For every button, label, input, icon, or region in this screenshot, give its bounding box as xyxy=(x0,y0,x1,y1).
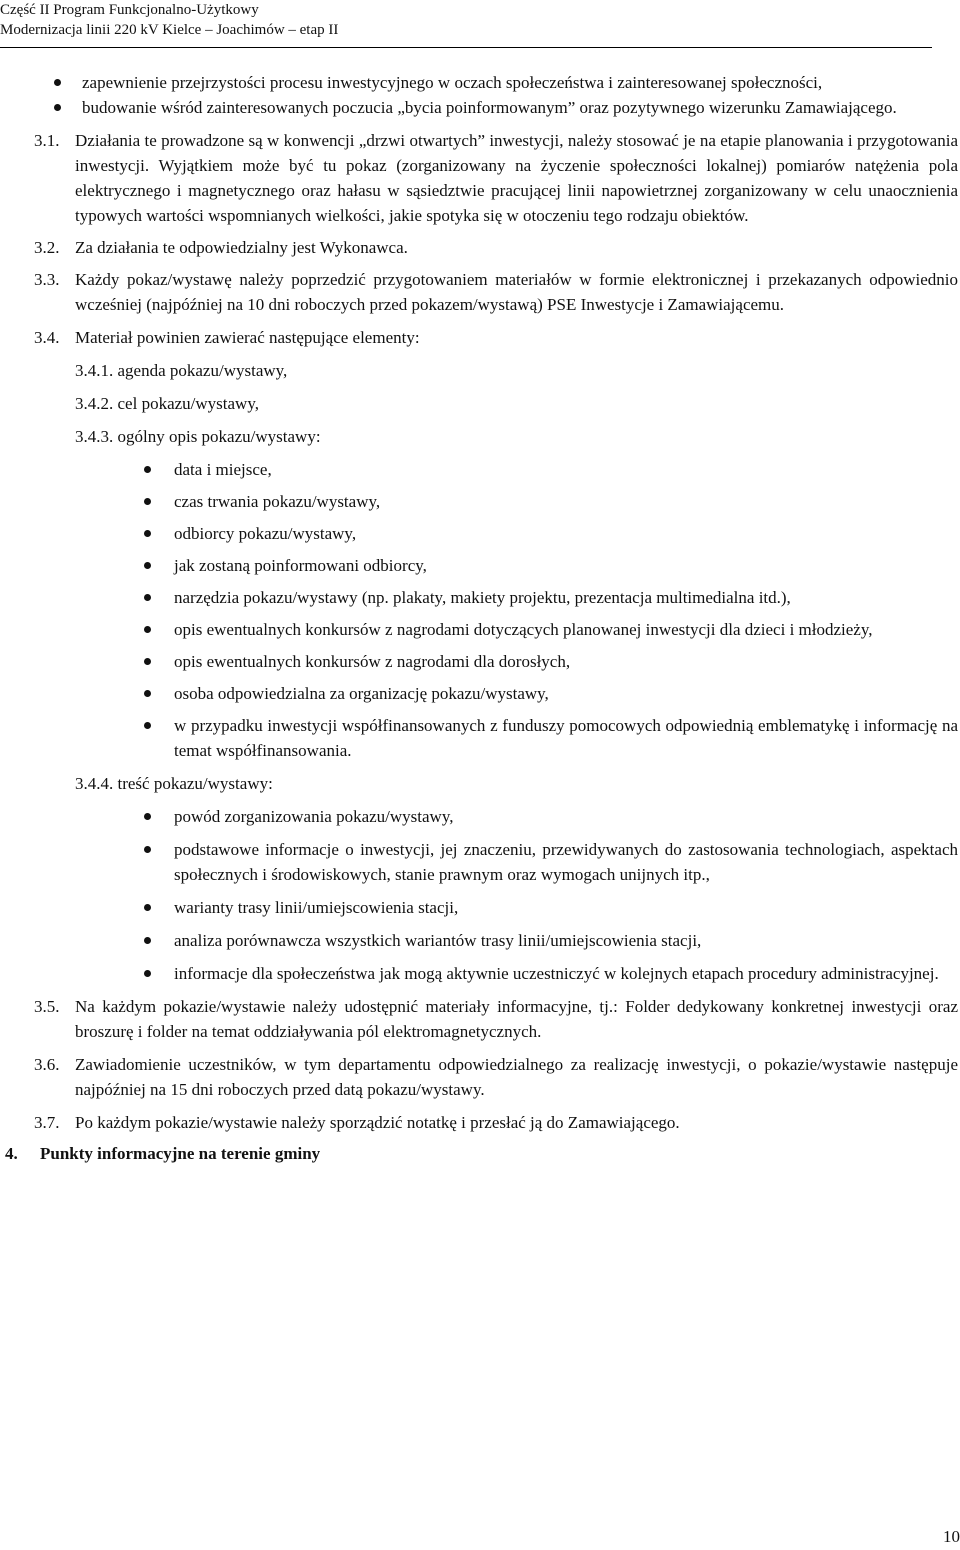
list-item: opis ewentualnych konkursów z nagrodami dla dorosłych, xyxy=(0,649,958,674)
bullet-icon xyxy=(144,658,151,665)
document-body xyxy=(0,70,960,1166)
bullet-icon xyxy=(144,904,151,911)
list-item: budowanie wśród zainteresowanych poczucia „bycia poinformowanym” oraz pozytywnego wizerunku Zamawiającego. xyxy=(0,95,958,120)
bullet-icon xyxy=(144,498,151,505)
header-divider xyxy=(0,47,932,48)
list-item: analiza porównawcza wszystkich wariantów trasy linii/umiejscowienia stacji, xyxy=(0,928,958,953)
bullet-icon xyxy=(144,846,151,853)
list-item: opis ewentualnych konkursów z nagrodami dotyczących planowanej inwestycji dla dzieci i młodzieży, xyxy=(0,617,958,642)
header-subtitle: Modernizacja linii 220 kV Kielce – Joachimów – etap II xyxy=(0,22,339,38)
bullet-icon xyxy=(144,937,151,944)
section-3-6: 3.6. Zawiadomienie uczestników, w tym departamentu odpowiedzialnego za realizację inwestycji, o pokazie/wystawie następuje najpóźniej na 15 dni roboczych przed datą pokazu/wystawy. xyxy=(34,1055,958,1099)
list-item: czas trwania pokazu/wystawy, xyxy=(0,489,958,514)
bullet-icon xyxy=(144,530,151,537)
section-3-4-2: 3.4.2. cel pokazu/wystawy, xyxy=(75,394,259,413)
list-item: warianty trasy linii/umiejscowienia stacji, xyxy=(0,895,958,920)
bullet-icon xyxy=(144,562,151,569)
section-3-4-3: 3.4.3. ogólny opis pokazu/wystawy: xyxy=(75,427,321,446)
bullet-icon xyxy=(54,104,61,111)
section-3-7: 3.7. Po każdym pokazie/wystawie należy sporządzić notatkę i przesłać ją do Zamawiającego. xyxy=(34,1113,680,1132)
section-3-2: 3.2. Za działania te odpowiedzialny jest Wykonawca. xyxy=(34,238,408,257)
bullet-icon xyxy=(54,79,61,86)
list-item: jak zostaną poinformowani odbiorcy, xyxy=(0,553,958,578)
bullet-icon xyxy=(144,970,151,977)
bullet-icon xyxy=(144,594,151,601)
section-4-heading: 4. Punkty informacyjne na terenie gminy xyxy=(5,1144,321,1163)
bullet-icon xyxy=(144,813,151,820)
header-title: Część II Program Funkcjonalno-Użytkowy xyxy=(0,2,259,18)
page-number: 10 xyxy=(943,1527,960,1546)
section-3-1: 3.1. Działania te prowadzone są w konwencji „drzwi otwartych” inwestycji, należy stosować je na etapie planowania i przygotowania inwestycji. Wyjątkiem może być tu pokaz (zorganizowany na życzenie społeczności lokalnej) pomiarów natężenia pola elektrycznego i magnetycznego oraz hałasu w sąsiedztwie pracującej linii napowietrznej zorganizowany w celu unaocznienia typowych wartości wspomnianych wielkości, jakie spotyka się w otoczeniu tego rodzaju obiektów. xyxy=(34,131,958,225)
list-item: w przypadku inwestycji współfinansowanych z funduszy pomocowych odpowiednią emblematykę i informację na temat współfinansowania. xyxy=(0,713,958,763)
bullet-icon xyxy=(144,466,151,473)
list-item: informacje dla społeczeństwa jak mogą aktywnie uczestniczyć w kolejnych etapach procedury administracyjnej. xyxy=(0,961,958,986)
section-3-5: 3.5. Na każdym pokazie/wystawie należy udostępnić materiały informacyjne, tj.: Folder dedykowany konkretnej inwestycji oraz broszurę i folder na temat oddziaływania pól elektromagnetycznych. xyxy=(34,997,958,1041)
section-3-4: 3.4. Materiał powinien zawierać następujące elementy: xyxy=(34,328,420,347)
section-3-3: 3.3. Każdy pokaz/wystawę należy poprzedzić przygotowaniem materiałów w formie elektronicznej i przekazanych odpowiednio wcześniej (najpóźniej na 10 dni roboczych przed pokazem/wystawą) PSE Inwestycje i Zamawiającemu. xyxy=(34,270,958,314)
list-item: zapewnienie przejrzystości procesu inwestycyjnego w oczach społeczeństwa i zainteresowanej społeczności, xyxy=(0,70,958,95)
section-3-4-1: 3.4.1. agenda pokazu/wystawy, xyxy=(75,361,288,380)
list-item: data i miejsce, xyxy=(0,457,958,482)
list-item: odbiorcy pokazu/wystawy, xyxy=(0,521,958,546)
list-item: narzędzia pokazu/wystawy (np. plakaty, makiety projektu, prezentacja multimedialna itd.), xyxy=(0,585,958,610)
list-item: podstawowe informacje o inwestycji, jej znaczeniu, przewidywanych do zastosowania technologiach, aspektach społecznych i środowiskowych, stanie prawnym oraz wymogach unijnych itp., xyxy=(0,837,958,887)
bullet-icon xyxy=(144,626,151,633)
section-3-4-4: 3.4.4. treść pokazu/wystawy: xyxy=(75,774,273,793)
bullet-icon xyxy=(144,722,151,729)
list-item: powód zorganizowania pokazu/wystawy, xyxy=(0,804,958,829)
bullet-icon xyxy=(144,690,151,697)
list-item: osoba odpowiedzialna za organizację pokazu/wystawy, xyxy=(0,681,958,706)
page-header xyxy=(0,0,932,40)
